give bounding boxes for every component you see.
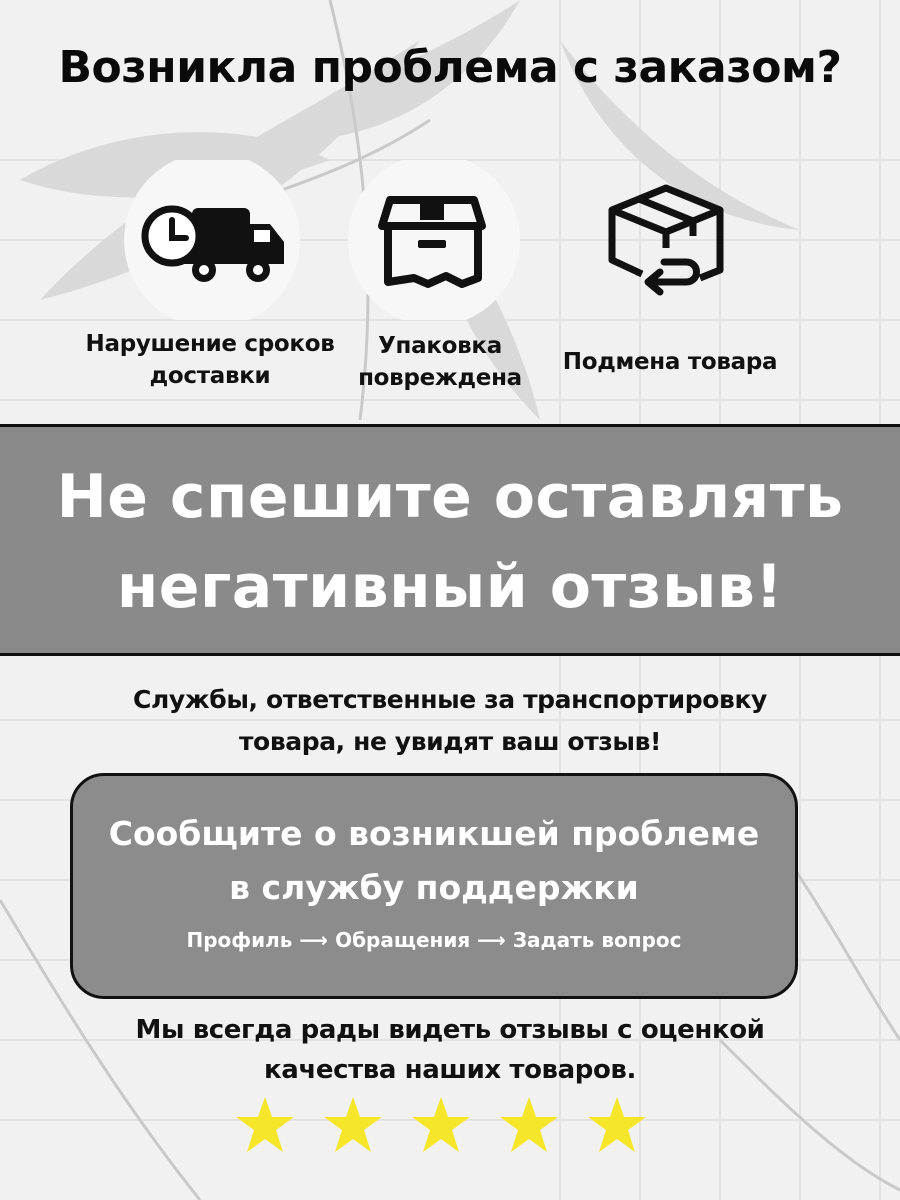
closing-line-2: качества наших товаров. [264,1055,636,1085]
path-step-ask-question: Задать вопрос [512,928,682,952]
support-card [70,773,798,999]
banner-line-1: Не спешите оставлять [56,462,844,532]
arrow-right-icon: ⟶ [477,928,506,952]
delivery-truck-clock-icon [120,160,300,320]
path-step-profile: Профиль [186,928,293,952]
rating-stars [234,1094,654,1156]
support-line-2: в службу поддержки [229,868,639,907]
box-return-icon [582,160,762,320]
feature-item-packaging [342,160,522,320]
feature-label-delivery: Нарушение сроков доставки [85,331,335,389]
feature-item-delivery [120,160,300,320]
notice-line-1: Службы, ответственные за транспортировку [133,685,767,714]
feature-label-replacement: Подмена товара [562,349,778,375]
support-path [73,928,795,952]
closing-line-1: Мы всегда рады видеть отзывы с оценкой [135,1015,765,1045]
star-icon [234,1094,296,1156]
path-step-requests: Обращения [335,928,471,952]
warning-banner [0,424,900,656]
feature-label-packaging: Упаковка повреждена [358,333,522,391]
notice-line-2: товара, не увидят ваш отзыв! [238,727,662,756]
star-icon [322,1094,384,1156]
feature-item-replacement [582,160,762,320]
star-icon [498,1094,560,1156]
arrow-right-icon: ⟶ [299,928,329,952]
support-line-1: Сообщите о возникшей проблеме [108,814,760,853]
banner-line-2: негативный отзыв! [116,552,784,622]
star-icon [586,1094,648,1156]
star-icon [410,1094,472,1156]
damaged-box-icon [342,160,522,320]
page-headline: Возникла проблема с заказом? [58,42,842,93]
